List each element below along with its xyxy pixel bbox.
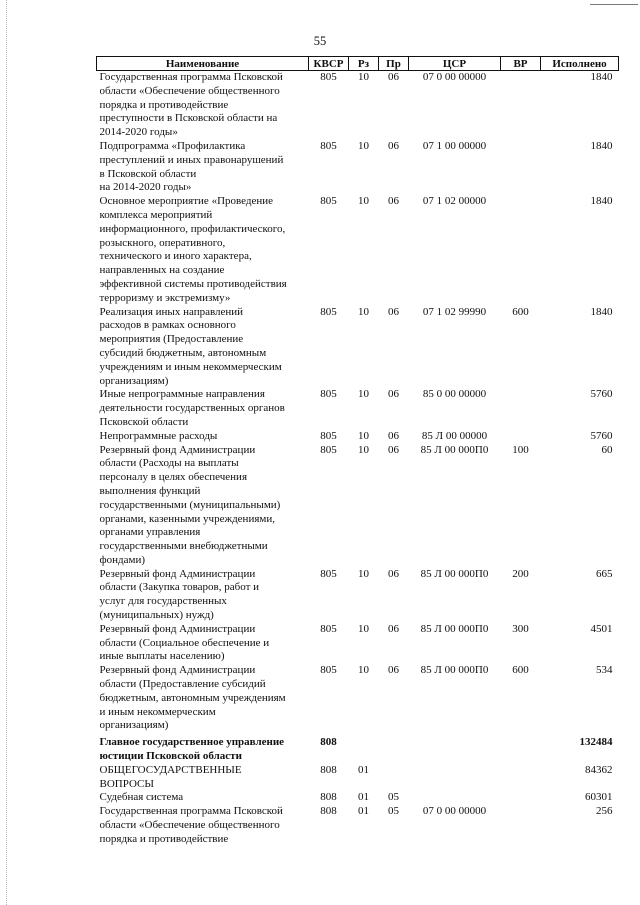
cell-done: 5760: [590, 429, 613, 442]
cell-pr: 06: [388, 139, 399, 152]
cell-kvsr: 805: [320, 443, 337, 456]
cell-name-line: ОБЩЕГОСУДАРСТВЕННЫЕ: [99, 763, 242, 776]
cell-vr: [501, 195, 541, 305]
cell-name-line: Резервный фонд Администрации: [99, 664, 256, 677]
cell-pr: [379, 764, 409, 792]
cell-name-line: ВОПРОСЫ: [99, 777, 154, 790]
cell-csr: [409, 791, 501, 805]
cell-name-line: Главное государственное управление: [99, 736, 285, 749]
cell-name: [97, 791, 309, 805]
cell-name-line: государственными (муниципальными): [99, 498, 281, 511]
cell-name: [97, 764, 309, 792]
cell-name: [97, 140, 309, 195]
cell-name: [97, 444, 309, 568]
cell-csr: 85 Л 00 000П0: [420, 567, 489, 580]
cell-vr: 200: [512, 567, 529, 580]
cell-rz: [349, 733, 379, 764]
cell-csr: 85 Л 00 00000: [421, 429, 488, 442]
table-row: [97, 623, 619, 664]
cell-name-line: Иные непрограммные направления: [99, 388, 265, 401]
table-header-row: [97, 57, 619, 71]
cell-rz: 01: [358, 805, 369, 818]
cell-name: [97, 733, 309, 764]
cell-name-line: выполнения функций: [99, 484, 201, 497]
cell-vr: 100: [512, 443, 529, 456]
cell-kvsr: 805: [320, 305, 337, 318]
cell-name-line: области (Предоставление субсидий: [99, 678, 266, 691]
table-row: [97, 791, 619, 805]
cell-name-line: информационного, профилактического,: [99, 222, 286, 235]
table-row: [97, 306, 619, 389]
cell-name-line: организациям): [99, 719, 169, 732]
table-row: [97, 388, 619, 429]
cell-name-line: области (Закупка товаров, работ и: [99, 581, 260, 594]
cell-name-line: Резервный фонд Администрации: [99, 443, 256, 456]
cell-done: 84362: [585, 763, 613, 776]
cell-done: 1840: [590, 195, 613, 208]
cell-name-line: субсидий бюджетным, автономным: [99, 346, 267, 359]
cell-vr: [501, 140, 541, 195]
cell-vr: [501, 430, 541, 444]
expenditure-table: [96, 56, 619, 847]
cell-name-line: 2014-2020 годы»: [99, 126, 178, 139]
cell-csr: 07 1 02 99990: [422, 305, 487, 318]
table-row: [97, 733, 619, 764]
cell-pr: 06: [388, 567, 399, 580]
cell-name-line: персоналу в целях обеспечения: [99, 471, 248, 484]
cell-done: 1840: [590, 71, 613, 83]
cell-done: 1840: [590, 139, 613, 152]
cell-rz: 10: [358, 139, 369, 152]
cell-kvsr: 805: [320, 388, 337, 401]
cell-pr: 06: [388, 388, 399, 401]
table-row: [97, 71, 619, 140]
cell-done: 60301: [585, 791, 613, 804]
cell-name-line: области «Обеспечение общественного: [99, 819, 280, 832]
cell-name-line: бюджетным, автономным учреждениям: [99, 691, 286, 704]
cell-csr: 07 0 00 00000: [422, 71, 487, 83]
cell-name-line: области (Социальное обеспечение и: [99, 636, 270, 649]
cell-vr: [501, 733, 541, 764]
cell-name-line: Основное мероприятие «Проведение: [99, 195, 274, 208]
cell-name-line: преступлений и иных правонарушений: [99, 153, 284, 166]
scan-left-edge: [6, 0, 7, 905]
table-row: [97, 195, 619, 305]
cell-csr: 07 1 00 00000: [422, 139, 487, 152]
cell-kvsr: 808: [320, 736, 337, 749]
cell-kvsr: 805: [320, 567, 337, 580]
cell-name-line: порядка и противодействие: [99, 832, 229, 845]
cell-csr: 85 Л 00 000П0: [420, 622, 489, 635]
cell-rz: 10: [358, 664, 369, 677]
cell-kvsr: 805: [320, 71, 337, 83]
cell-kvsr: 805: [320, 622, 337, 635]
cell-name-line: розыскного, оперативного,: [99, 236, 226, 249]
cell-done: 665: [596, 567, 613, 580]
cell-name-line: Реализация иных направлений: [99, 305, 244, 318]
cell-rz: 10: [358, 305, 369, 318]
cell-name-line: организациям): [99, 374, 169, 387]
cell-csr: 85 Л 00 000П0: [420, 443, 489, 456]
cell-name-line: государственными внебюджетными: [99, 540, 268, 553]
cell-name-line: Подпрограмма «Профилактика: [99, 139, 246, 152]
cell-kvsr: 808: [320, 763, 337, 776]
header-csr: ЦСР: [409, 57, 501, 71]
cell-name-line: области «Обеспечение общественного: [99, 84, 280, 97]
cell-rz: 10: [358, 443, 369, 456]
cell-kvsr: 805: [320, 195, 337, 208]
cell-done: 534: [596, 664, 613, 677]
cell-done: 256: [596, 805, 613, 818]
scan-top-mark: [590, 4, 638, 5]
cell-vr: [501, 764, 541, 792]
cell-name-line: иные выплаты населению): [99, 650, 225, 663]
cell-name-line: Резервный фонд Администрации: [99, 622, 256, 635]
table-row: [97, 140, 619, 195]
cell-name-line: мероприятия (Предоставление: [99, 333, 244, 346]
cell-name-line: в Псковской области: [99, 167, 197, 180]
cell-name-line: и иным некоммерческим: [99, 705, 216, 718]
cell-name-line: терроризму и экстремизму»: [99, 291, 231, 304]
table-row: [97, 764, 619, 792]
cell-name-line: направленных на создание: [99, 264, 225, 277]
cell-csr: 07 1 02 00000: [422, 195, 487, 208]
cell-name-line: Резервный фонд Администрации: [99, 567, 256, 580]
cell-pr: 05: [388, 805, 399, 818]
cell-name-line: Псковской области: [99, 415, 189, 428]
cell-name-line: Государственная программа Псковской: [99, 71, 283, 83]
cell-name-line: области (Расходы на выплаты: [99, 457, 239, 470]
cell-csr: 07 0 00 00000: [422, 805, 487, 818]
cell-kvsr: 808: [320, 805, 337, 818]
cell-name: [97, 664, 309, 733]
cell-name-line: расходов в рамках основного: [99, 319, 236, 332]
table-body: [97, 71, 619, 847]
cell-name: [97, 71, 309, 140]
cell-rz: 01: [358, 763, 369, 776]
cell-name-line: фондами): [99, 553, 146, 566]
cell-name-line: Непрограммные расходы: [99, 429, 218, 442]
cell-name-line: порядка и противодействие: [99, 98, 229, 111]
cell-csr: [409, 764, 501, 792]
cell-vr: 600: [512, 664, 529, 677]
cell-rz: 10: [358, 388, 369, 401]
cell-vr: [501, 71, 541, 140]
cell-pr: 06: [388, 195, 399, 208]
cell-name-line: юстиции Псковской области: [99, 750, 242, 763]
cell-rz: 10: [358, 195, 369, 208]
cell-name: [97, 430, 309, 444]
cell-csr: 85 0 00 00000: [422, 388, 487, 401]
cell-done: 60: [601, 443, 613, 456]
cell-pr: 06: [388, 305, 399, 318]
cell-csr: 85 Л 00 000П0: [420, 664, 489, 677]
cell-done: 5760: [590, 388, 613, 401]
cell-kvsr: 808: [320, 791, 337, 804]
cell-rz: 10: [358, 71, 369, 83]
cell-rz: 10: [358, 429, 369, 442]
header-rz: Рз: [349, 57, 379, 71]
header-name: Наименование: [97, 57, 309, 71]
cell-name: [97, 388, 309, 429]
cell-rz: 10: [358, 622, 369, 635]
cell-name-line: органами, казенными учреждениями,: [99, 512, 275, 525]
cell-name-line: Государственная программа Псковской: [99, 805, 283, 818]
header-kvsr: КВСР: [309, 57, 349, 71]
cell-pr: 06: [388, 429, 399, 442]
header-done: Исполнено: [541, 57, 619, 71]
cell-name-line: органами управления: [99, 526, 201, 539]
cell-name-line: комплекса мероприятий: [99, 208, 213, 221]
table-row: [97, 805, 619, 846]
cell-pr: 06: [388, 71, 399, 83]
cell-rz: 01: [358, 791, 369, 804]
cell-csr: [409, 733, 501, 764]
cell-done: 132484: [579, 736, 613, 749]
header-vr: ВР: [501, 57, 541, 71]
table-row: [97, 568, 619, 623]
cell-name-line: эффективной системы противодействия: [99, 277, 287, 290]
cell-name-line: услуг для государственных: [99, 595, 227, 608]
header-pr: Пр: [379, 57, 409, 71]
table-row: [97, 664, 619, 733]
cell-name-line: (муниципальных) нужд): [99, 609, 214, 622]
cell-name-line: деятельности государственных органов: [99, 402, 285, 415]
cell-pr: 05: [388, 791, 399, 804]
cell-pr: 06: [388, 664, 399, 677]
cell-pr: [379, 733, 409, 764]
cell-done: 4501: [590, 622, 613, 635]
cell-name: [97, 623, 309, 664]
cell-pr: 06: [388, 443, 399, 456]
cell-name-line: Судебная система: [99, 791, 184, 804]
cell-kvsr: 805: [320, 139, 337, 152]
cell-vr: 300: [512, 622, 529, 635]
cell-vr: [501, 805, 541, 846]
cell-rz: 10: [358, 567, 369, 580]
cell-name: [97, 306, 309, 389]
cell-vr: [501, 388, 541, 429]
cell-name: [97, 805, 309, 846]
cell-kvsr: 805: [320, 429, 337, 442]
cell-done: 1840: [590, 305, 613, 318]
cell-kvsr: 805: [320, 664, 337, 677]
cell-name: [97, 568, 309, 623]
cell-name-line: учреждениям и иным некоммерческим: [99, 360, 282, 373]
table-row: [97, 444, 619, 568]
cell-pr: 06: [388, 622, 399, 635]
cell-name-line: преступности в Псковской области на: [99, 112, 278, 125]
cell-vr: [501, 791, 541, 805]
cell-name: [97, 195, 309, 305]
cell-vr: 600: [512, 305, 529, 318]
page-number: 55: [313, 34, 327, 48]
cell-name-line: на 2014-2020 годы»: [99, 181, 192, 194]
table-row: [97, 430, 619, 444]
cell-name-line: технического и иного характера,: [99, 250, 252, 263]
